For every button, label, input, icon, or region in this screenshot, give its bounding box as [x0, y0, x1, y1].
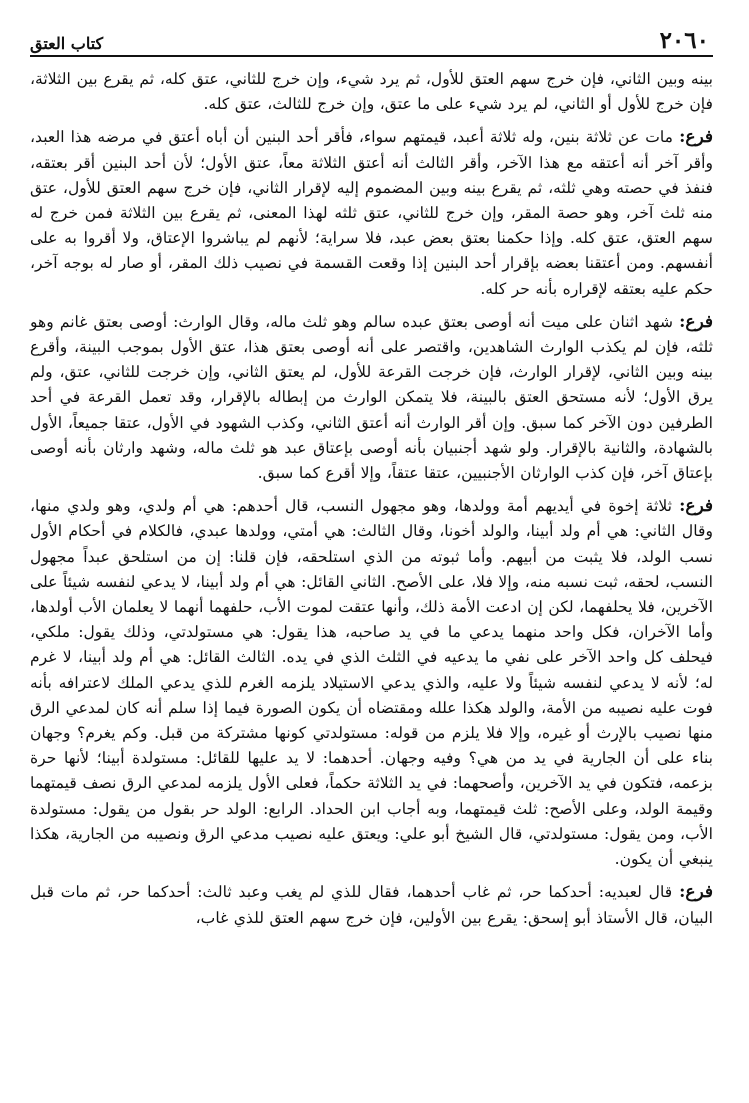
page-number: ٢٠٦٠ [659, 27, 709, 54]
section-label: فرع: [679, 496, 713, 517]
paragraph-text: قال لعبديه: أحدكما حر، ثم غاب أحدهما، فقال للذي لم يغب وعبد ثالث: أحدكما حر، ثم مات قبل البيان، قال الأستاذ أبو إسحق: يقرع بين الأولين، فإن خرج سهم العتق للذي غاب، [30, 883, 713, 927]
running-title: كتاب العتق [30, 34, 104, 53]
section-label: فرع: [679, 311, 713, 332]
paragraph [30, 494, 713, 872]
section-label: فرع: [679, 882, 713, 903]
page-header [30, 18, 713, 57]
paragraph-text: مات عن ثلاثة بنين، وله ثلاثة أعبد، قيمتهم سواء، فأقر أحد البنين أن أباه أعتق في مرضه هذا العبد، وأقر آخر أنه أعتقه مع هذا الآخر، وأقر الثالث أنه أعتق الثلاثة معاً، عتق الأول؛ لأن أحد البنين أقر بعتقه، فنفذ في حصته وهي ثلثه، ثم يقرع بينه وبين المضموم إليه لإقرار الثاني، فإن خرج سهم العتق للأول، عتق منه ثلث آخر، وهو حصة المقر، وإن خرج للثاني، عتق ثلثه لهذا المعنى، ثم يقرع بين الثلاثة فمن خرج له سهم العتق، عتق كله. وإذا حكمنا بعتق بعض عبد، فلا سراية؛ لأنهم لم يباشروا الإعتاق، ولا أقروا به على أنفسهم. ومن أعتقنا بعضه بإقرار أحد البنين إذا وقعت القسمة في نصيب ذلك المقر، أو صار له بوجه آخر، حكم عليه بعتقه لإقراره بأنه حر كله. [30, 128, 713, 298]
paragraph-text: بينه وبين الثاني، فإن خرج سهم العتق للأول، ثم يرد شيء، وإن خرج للثاني، عتق كله، ثم يقرع بين الثلاثة، فإن خرج للأول أو الثاني، لم يرد شيء على ما عتق، وإن خرج للثالث، عتق كله. [30, 70, 713, 114]
paragraph [30, 67, 713, 117]
paragraph [30, 310, 713, 486]
section-label: فرع: [679, 127, 713, 148]
paragraph [30, 125, 713, 301]
paragraph-text: شهد اثنان على ميت أنه أوصى بعتق عبده سالم وهو ثلث ماله، وقال الوارث: أوصى بعتق غانم وهو ثلثه، فإن لم يكذب الوارث الشاهدين، واقتصر على أنه أوصى بعتق هذا، عتق الأول بموجب البينة، وأقرع بينه وبين الثاني، لإقرار الوارث، فإن خرجت القرعة للأول، لم يعتق الثاني، وإن خرجت للثاني، عتق، ولم يرق الأول؛ لأنه مستحق العتق بالبينة، فلا يتمكن الوارث من إبطاله بالإقرار، وقد تعمل القرعة في أحد الطرفين دون الآخر كما سبق. وإن أقر الوارث أنه أعتق الثاني، وكذب الشهود في الأول، عتقا جميعاً، الأول بالشهادة، والثانية بالإقرار. ولو شهد أجنبيان بأنه أوصى بإعتاق عبد هو ثلث ماله، وشهد وارثان بأنه أوصى بإعتاق آخر، فإن كذب الوارثان الأجنبيين، عتقا عتقاً، وإلا أقرع كما سبق. [30, 312, 713, 483]
paragraph [30, 880, 713, 930]
paragraph-text: ثلاثة إخوة في أيديهم أمة وولدها، وهو مجهول النسب، قال أحدهم: هي أم ولدي، وهو ولدي منها، وقال الثاني: هي أم ولد أبينا، والولد أخونا، وقال الثالث: هي أمتي، وولدها عبدي، فالكلام في أحكام الأول نسب الولد، فلا يثبت من أبيهم. وأما ثبوته من الذي استلحقه، فإن قلنا: إن من استلحق عبداً مجهول النسب، لحقه، ثبت نسبه منه، وإلا فلا، على الأصح. الثاني القائل: هي أم ولد أبينا، لا يدعي لنفسه شيئاً على الآخرين، فلا يحلفهما، لكن إن ادعت الأمة ذلك، وأنها عتقت لموت الأب، حلفهما أنهما لا يعلمان الأب أولدها، وأما الآخران، فكل واحد منهما يدعي ما في يد صاحبه، هذا يقول: هي مستولدتي، وذلك يقول: ملكي، فيحلف كل واحد الآخر على نفي ما يدعيه في الثلث الذي في يده. الثالث القائل: هي أم ولد أبينا، لا غرم له؛ لأنه لا يدعي لنفسه شيئاً ولا عليه، والذي يدعي الاستيلاد يلزمه الغرم للذي يدعي الملك لاعترافه بأنه فوت عليه نصيبه من الأمة، والولد هكذا علله ومقتضاه أن يكون الصورة فيما إذا سلم أنه كان لمدعي الرق منها نصيب بالإرث أو غيره، وإلا فلا يلزم من قوله: مستولدتي كونها مشتركة من قبل. وكم يغرم؟ وجهان بناء على أن الجارية في يد من هي؟ وفيه وجهان. أحدهما: لا يد عليها للقائل: مستولدة أبينا؛ لأنها حرة بزعمه، فتكون في يد الآخرين، وأصحهما: في يد الثلاثة حكماً، فعلى الأول يلزمه لمدعي الرق نصف قيمتهما وقيمة الولد، وعلى الأصح: ثلث قيمتهما، وبه أجاب ابن الحداد. الرابع: الولد حر بقول من يقول: مستولدة الأب، ومن يقول: مستولدتي، قال الشيخ أبو علي: ويعتق عليه نصيب مدعي الرق ونصيبه من الجارية، هكذا ينبغي أن يكون. [30, 497, 713, 869]
page-body [30, 57, 713, 931]
